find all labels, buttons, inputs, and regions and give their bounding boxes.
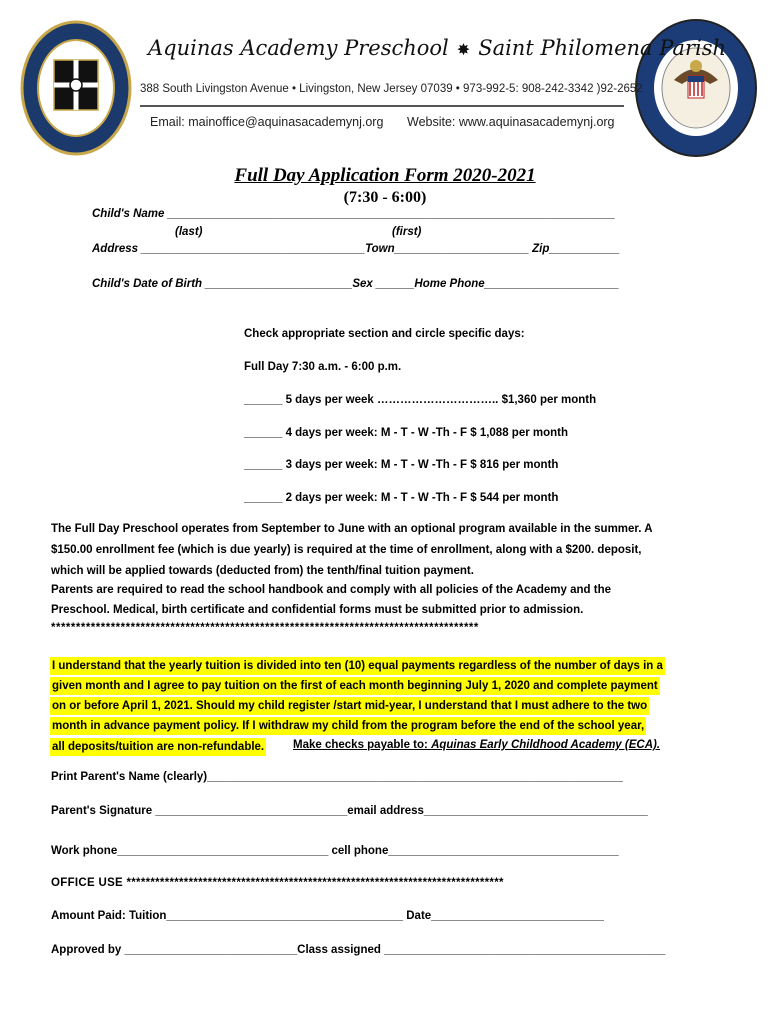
dob-field[interactable]: Child's Date of Birth _______________________Sex ______Home Phone_____________________ [92, 278, 619, 290]
star-icon: ✸ [456, 40, 471, 59]
child-name-field[interactable]: Child's Name ______________________________________________________________________ [92, 208, 616, 220]
checks-payable: Make checks payable to: Aquinas Early Childhood Academy (ECA). [293, 739, 661, 751]
option-4-days[interactable]: ______ 4 days per week: M - T - W -Th - F $ 1,088 per month [244, 427, 569, 439]
address-field[interactable]: Address ___________________________________Town_____________________ Zip___________ [92, 243, 620, 255]
school-header-title: Aquinas Academy Preschool ✸ Saint Philomena Parish [148, 36, 727, 60]
info-line: The Full Day Preschool operates from September to June with an optional program available in the summer. A [51, 523, 653, 535]
agreement-line: I understand that the yearly tuition is divided into ten (10) equal payments regardless of the number of days in a [50, 656, 665, 677]
last-name-label: (last) [175, 226, 203, 238]
option-5-days[interactable]: ______ 5 days per week ………………………….. $1,360 per month [244, 394, 597, 406]
full-day-hours: Full Day 7:30 a.m. - 6:00 p.m. [244, 361, 402, 373]
agreement-line: given month and I agree to pay tuition on the first of each month beginning July 1, 2020 and complete payment [50, 676, 660, 697]
agreement-line: all deposits/tuition are non-refundable. [50, 737, 266, 758]
approved-by-field[interactable]: Approved by ___________________________Class assigned ____________________________________________ [51, 944, 666, 956]
info-line: $150.00 enrollment fee (which is due yearly) is required at the time of enrollment, along with a $200. deposit, [51, 544, 642, 556]
amount-paid-field[interactable]: Amount Paid: Tuition_____________________________________ Date___________________________ [51, 910, 604, 922]
separator-stars: ************************************************************************************** [51, 622, 479, 634]
option-3-days[interactable]: ______ 3 days per week: M - T - W -Th - F $ 816 per month [244, 459, 559, 471]
school-address: 388 South Livingston Avenue • Livingston, New Jersey 07039 • 973-992-5: 908-242-3342 )92-2652 [140, 83, 643, 95]
office-use-heading: OFFICE USE ******************************************************************************* [51, 877, 504, 889]
schedule-instruction: Check appropriate section and circle specific days: [244, 328, 525, 340]
agreement-line: month in advance payment policy. If I withdraw my child from the program before the end of the school year, [50, 716, 646, 737]
signature-email-field[interactable]: Parent's Signature ______________________________email address___________________________________ [51, 805, 648, 817]
option-2-days[interactable]: ______ 2 days per week: M - T - W -Th - F $ 544 per month [244, 492, 559, 504]
form-title: Full Day Application Form 2020-2021 [234, 165, 536, 186]
print-name-field[interactable]: Print Parent's Name (clearly)_________________________________________________________________ [51, 771, 623, 783]
aquinas-academy-seal [20, 20, 132, 156]
agreement-line: on or before April 1, 2021. Should my child register /start mid-year, I understand that I must adhere to the two [50, 696, 649, 717]
school-email: Email: mainoffice@aquinasacademynj.org [150, 115, 384, 129]
form-hours: (7:30 - 6:00) [343, 189, 427, 206]
info-line: Parents are required to read the school handbook and comply with all policies of the Academy and the [51, 584, 611, 596]
school-website: Website: www.aquinasacademynj.org [407, 115, 615, 129]
header-divider [140, 105, 624, 107]
info-line: which will be applied towards (deducted from) the tenth/final tuition payment. [51, 565, 474, 577]
info-line: Preschool. Medical, birth certificate and confidential forms must be submitted prior to admission. [51, 604, 584, 616]
phones-field[interactable]: Work phone_________________________________ cell phone____________________________________ [51, 845, 619, 857]
first-name-label: (first) [392, 226, 422, 238]
